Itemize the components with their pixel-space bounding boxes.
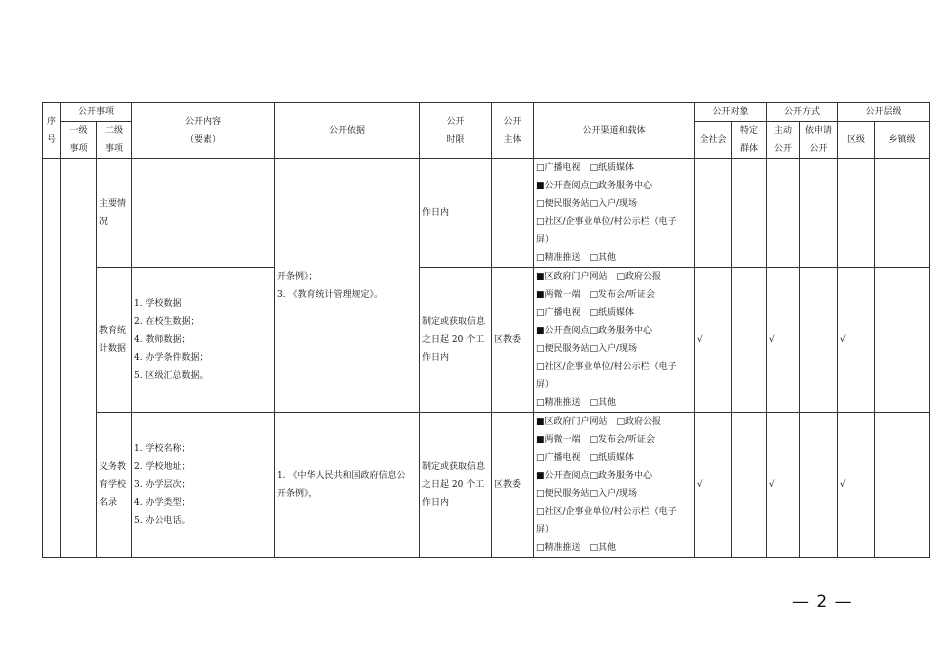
- header-level-district: 区级: [838, 122, 875, 159]
- method-request-cell: [800, 268, 838, 413]
- header-subject: 公开 主体: [492, 103, 534, 159]
- channel-line: 屏）: [536, 235, 555, 245]
- content-cell: 1. 学校数据 2. 在校生数据； 4. 教师数据； 4. 办学条件数据； 5. 区级汇总数据。: [132, 268, 275, 413]
- target-all-cell: [695, 159, 732, 268]
- target-all-cell: √: [695, 268, 732, 413]
- header-target-all: 全社会: [695, 122, 732, 159]
- target-all-cell: √: [695, 413, 732, 558]
- subject-cell: [492, 159, 534, 268]
- header-level1: 一级 事项: [61, 122, 97, 159]
- channel-line: □社区/企事业单位/村公示栏（电子: [536, 362, 677, 372]
- method-request-cell: [800, 413, 838, 558]
- header-level: 公开层级: [838, 103, 930, 122]
- level-township-cell: [875, 268, 930, 413]
- table-row: [43, 268, 930, 413]
- level-district-cell: √: [838, 268, 875, 413]
- channel-line: ■两微一端 □发布会/听证会: [536, 290, 656, 300]
- time-limit-cell: 制定或获取信息 之日起 20 个工 作日内: [420, 268, 492, 413]
- level-township-cell: [875, 159, 930, 268]
- content-cell: 1. 学校名称； 2. 学校地址； 3. 办学层次； 4. 办学类型； 5. 办公电话。: [132, 413, 275, 558]
- channel-line: ■区政府门户网站 □政府公报: [536, 417, 662, 427]
- seq-cell: [43, 159, 61, 558]
- level2-cell: 主要情 况: [97, 159, 132, 268]
- header-time-limit: 公开 时限: [420, 103, 492, 159]
- subject-cell: 区教委: [492, 413, 534, 558]
- method-active-cell: √: [767, 268, 800, 413]
- table-row: [43, 413, 930, 558]
- channel-line: □广播电视 □纸质媒体: [536, 453, 635, 463]
- channel-line: ■区政府门户网站 □政府公报: [536, 272, 662, 282]
- header-seq: 序 号: [43, 103, 61, 159]
- header-public-items: 公开事项: [61, 103, 132, 122]
- channel-line: □精准推送 □其他: [536, 543, 617, 553]
- target-specific-cell: [732, 413, 767, 558]
- basis-cell: 开条例》； 3. 《教育统计管理规定》。: [275, 159, 420, 413]
- time-limit-cell: 制定或获取信息 之日起 20 个工 作日内: [420, 413, 492, 558]
- page-number: — 2 —: [792, 592, 853, 612]
- disclosure-table: [42, 102, 930, 558]
- channels-cell: [534, 268, 695, 413]
- channel-line: □广播电视 □纸质媒体: [536, 308, 635, 318]
- channel-line: 屏）: [536, 525, 555, 535]
- content-cell: [132, 159, 275, 268]
- header-content: 公开内容 （要素）: [132, 103, 275, 159]
- level2-cell: 义务教 育学校 名录: [97, 413, 132, 558]
- header-method-request: 依申请 公开: [800, 122, 838, 159]
- method-active-cell: [767, 159, 800, 268]
- header-level2: 二级 事项: [97, 122, 132, 159]
- channel-line: □社区/企事业单位/村公示栏（电子: [536, 507, 677, 517]
- channel-line: ■公开查阅点□政务服务中心: [536, 326, 653, 336]
- header-method-active: 主动 公开: [767, 122, 800, 159]
- channel-line: ■公开查阅点□政务服务中心: [536, 181, 653, 191]
- channels-cell: [534, 159, 695, 268]
- header-target: 公开对象: [695, 103, 767, 122]
- channel-line: ■两微一端 □发布会/听证会: [536, 435, 656, 445]
- header-basis: 公开依据: [275, 103, 420, 159]
- target-specific-cell: [732, 268, 767, 413]
- header-channels: 公开渠道和载体: [534, 103, 695, 159]
- channel-line: □便民服务站□入户/现场: [536, 344, 638, 354]
- channel-line: 屏）: [536, 380, 555, 390]
- header-row-1: [43, 103, 930, 122]
- table-row: [43, 159, 930, 268]
- channel-line: ■公开查阅点□政务服务中心: [536, 471, 653, 481]
- channel-line: □精准推送 □其他: [536, 398, 617, 408]
- level-district-cell: √: [838, 413, 875, 558]
- channel-line: □广播电视 □纸质媒体: [536, 163, 635, 173]
- level1-cell: [61, 159, 97, 558]
- header-level-township: 乡镇级: [875, 122, 930, 159]
- header-method: 公开方式: [767, 103, 838, 122]
- method-request-cell: [800, 159, 838, 268]
- level-township-cell: [875, 413, 930, 558]
- channel-line: □便民服务站□入户/现场: [536, 489, 638, 499]
- time-limit-cell: 作日内: [420, 159, 492, 268]
- channel-line: □社区/企事业单位/村公示栏（电子: [536, 217, 677, 227]
- channels-cell: [534, 413, 695, 558]
- header-target-specific: 特定 群体: [732, 122, 767, 159]
- level-district-cell: [838, 159, 875, 268]
- basis-cell: 1. 《中华人民共和国政府信息公 开条例》，: [275, 413, 420, 558]
- channel-line: □精准推送 □其他: [536, 253, 617, 263]
- subject-cell: 区教委: [492, 268, 534, 413]
- target-specific-cell: [732, 159, 767, 268]
- level2-cell: 教育统 计数据: [97, 268, 132, 413]
- channel-line: □便民服务站□入户/现场: [536, 199, 638, 209]
- method-active-cell: √: [767, 413, 800, 558]
